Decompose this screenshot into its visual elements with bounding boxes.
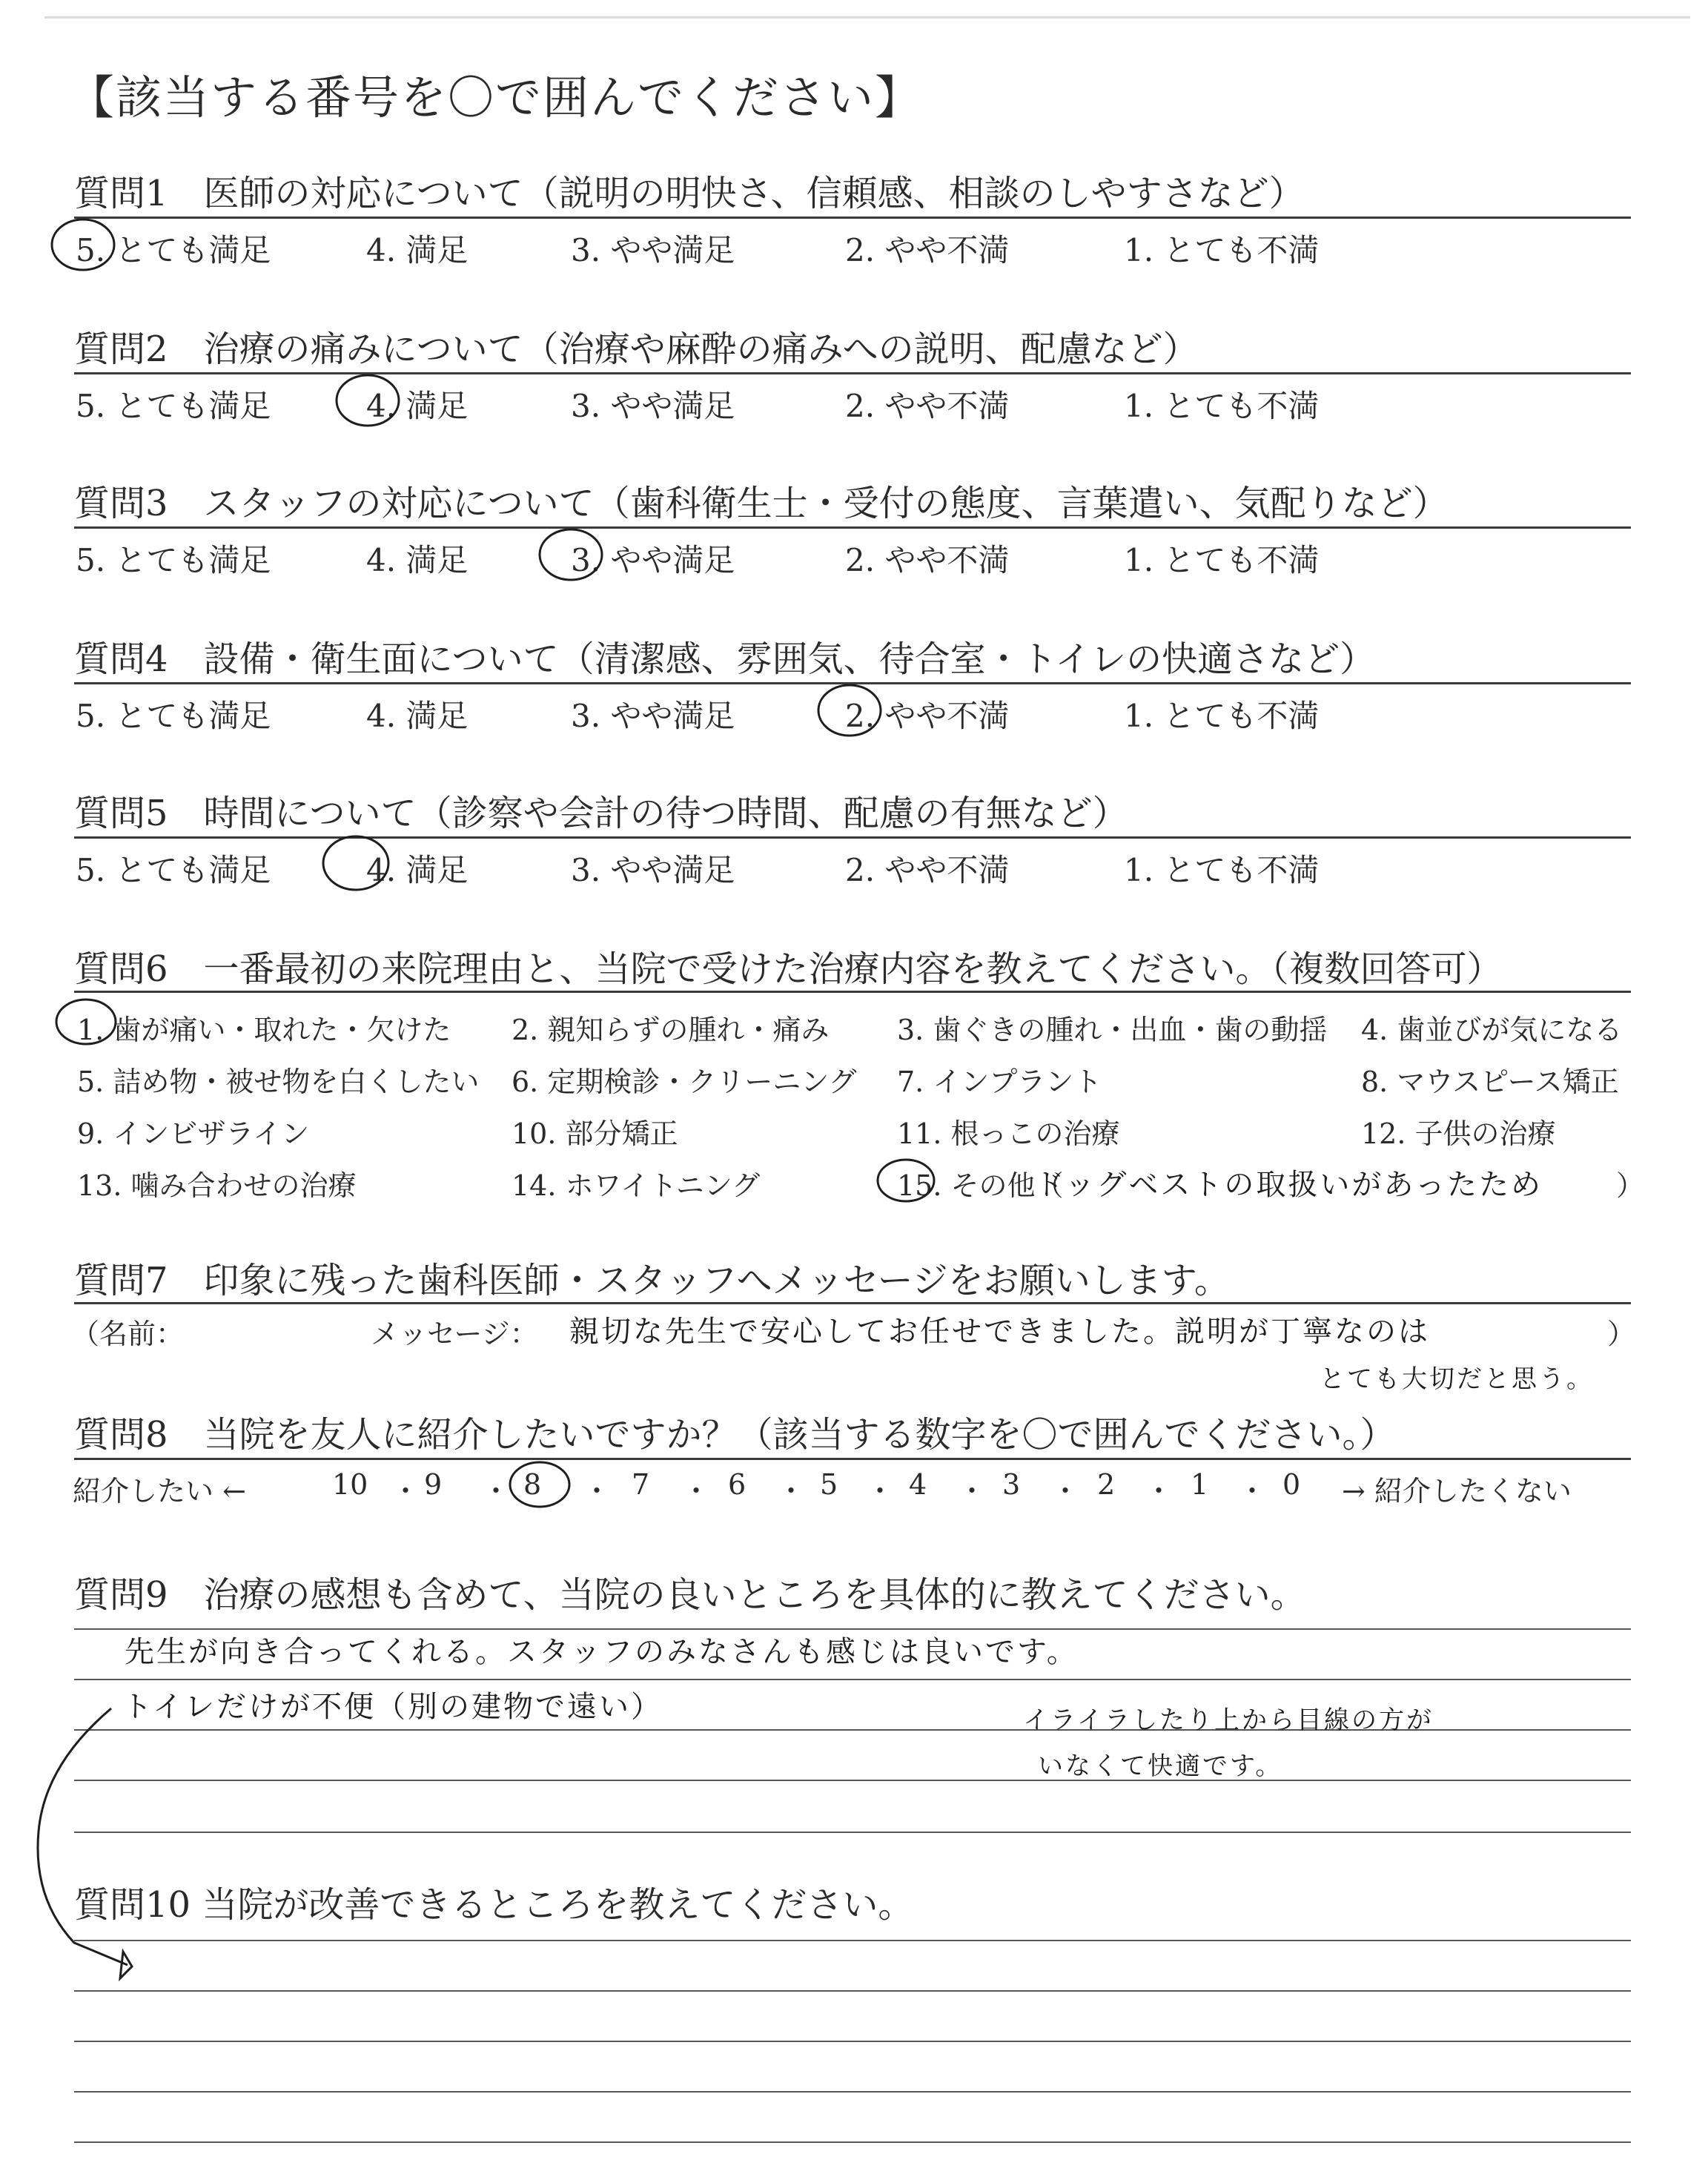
q6-option-3[interactable]: 3. 歯ぐきの腫れ・出血・歯の動揺 [897,1014,1328,1046]
q3-option-5[interactable]: 5. とても満足 [76,542,271,578]
q6-option-4[interactable]: 4. 歯並びが気になる [1361,1014,1623,1046]
q8-scale-option-4[interactable]: 4 [909,1468,927,1501]
q8-scale-separator: ・ [777,1475,806,1507]
q9-rule-2 [74,1679,1631,1680]
q6-rule [74,991,1631,993]
q8-scale-separator: ・ [482,1475,511,1507]
q4-option-2[interactable]: 2. やや不満 [845,698,1010,734]
q3-option-2[interactable]: 2. やや不満 [845,542,1010,578]
q8-scale-option-7[interactable]: 7 [632,1468,650,1501]
q1-rule [74,217,1631,219]
q7-name-label: （名前： [71,1318,185,1350]
q3-label: 質問3 スタッフの対応について（歯科衛生士・受付の態度、言葉遣い、気配りなど） [74,483,1449,524]
arrow-head-icon [120,1952,132,1978]
q6-option-14[interactable]: 14. ホワイトニング [512,1169,761,1202]
q3-rule [74,526,1631,529]
q4-option-1[interactable]: 1. とても不満 [1124,698,1320,734]
q5-option-5[interactable]: 5. とても満足 [76,852,271,888]
q2-option-2[interactable]: 2. やや不満 [845,388,1010,424]
q8-scale-option-6[interactable]: 6 [728,1468,747,1501]
q5-option-3[interactable]: 3. やや満足 [571,852,735,888]
q3-option-1[interactable]: 1. とても不満 [1124,542,1320,578]
q8-left-label: 紹介したい ← [73,1475,246,1507]
q8-scale-option-8[interactable]: 8 [523,1468,542,1501]
q8-scale-separator: ・ [1051,1475,1080,1507]
q6-option-5[interactable]: 5. 詰め物・被せ物を白くしたい [77,1066,480,1098]
q7-message-close-paren: ） [1607,1318,1636,1350]
q5-option-1[interactable]: 1. とても不満 [1124,852,1320,888]
q10-label: 質問10 当院が改善できるところを教えてください。 [74,1884,914,1926]
q8-scale-separator: ・ [1238,1475,1267,1507]
q7-message-label: メッセージ： [371,1318,538,1350]
q8-scale-option-3[interactable]: 3 [1002,1468,1021,1501]
q6-option-13[interactable]: 13. 噛み合わせの治療 [77,1169,357,1202]
q8-scale-option-2[interactable]: 2 [1097,1468,1116,1501]
top-edge-line [44,16,1690,19]
q1-option-3[interactable]: 3. やや満足 [571,232,735,268]
q6-option-11[interactable]: 11. 根っこの治療 [897,1117,1120,1150]
q8-scale-option-10[interactable]: 10 [332,1468,368,1501]
q6-label: 質問6 一番最初の来院理由と、当院で受けた治療内容を教えてください。（複数回答可） [74,948,1503,990]
q6-option-7[interactable]: 7. インプラント [897,1066,1102,1098]
q8-scale-option-1[interactable]: 1 [1191,1468,1209,1501]
q4-rule [74,682,1631,684]
q10-rule-3 [74,2041,1631,2042]
q2-option-1[interactable]: 1. とても不満 [1124,388,1320,424]
q1-option-4[interactable]: 4. 満足 [366,232,469,268]
q1-option-5[interactable]: 5. とても満足 [76,232,271,268]
q5-option-2[interactable]: 2. やや不満 [845,852,1010,888]
page-title: 【該当する番号を〇で囲んでください】 [68,70,923,125]
q8-scale-option-9[interactable]: 9 [424,1468,443,1501]
q10-rule-1 [74,1940,1631,1941]
q8-scale-option-5[interactable]: 5 [820,1468,838,1501]
q9-answer-line4: いなくて快適です。 [1038,1751,1283,1781]
q8-right-label: → 紹介したくない [1342,1475,1572,1507]
q6-option-2[interactable]: 2. 親知らずの腫れ・痛み [512,1014,830,1046]
q4-option-3[interactable]: 3. やや満足 [571,698,735,734]
q4-option-5[interactable]: 5. とても満足 [76,698,271,734]
q10-rule-5 [74,2141,1631,2143]
q9-answer-line2: トイレだけが不便（別の建物で遠い） [122,1690,663,1724]
q8-scale-separator: ・ [958,1475,987,1507]
q5-rule [74,836,1631,839]
q2-option-3[interactable]: 3. やや満足 [571,388,735,424]
q6-option-10[interactable]: 10. 部分矯正 [512,1117,678,1150]
q6-other-close-paren: ） [1616,1169,1645,1202]
q1-label: 質問1 医師の対応について（説明の明快さ、信頼感、相談のしやすさなど） [74,173,1305,214]
q6-option-6[interactable]: 6. 定期検診・クリーニング [512,1066,857,1098]
q7-rule [74,1302,1631,1304]
q5-label: 質問5 時間について（診察や会計の待つ時間、配慮の有無など） [74,793,1128,834]
q6-other-handwritten: ドッグベストの取扱いがあったため [1034,1168,1543,1202]
q3-option-4[interactable]: 4. 満足 [366,542,469,578]
q2-option-5[interactable]: 5. とても満足 [76,388,271,424]
q6-option-12[interactable]: 12. 子供の治療 [1361,1117,1556,1150]
q6-option-9[interactable]: 9. インビザライン [77,1117,310,1150]
q7-message-line2: とても大切だと思う。 [1320,1364,1594,1394]
q6-option-1[interactable]: 1. 歯が痛い・取れた・欠けた [77,1014,451,1046]
q8-scale-separator: ・ [583,1475,612,1507]
q8-scale-separator: ・ [866,1475,895,1507]
q8-scale-separator: ・ [682,1475,711,1507]
q8-scale-separator: ・ [1145,1475,1174,1507]
q7-message-line1: 親切な先生で安心してお任せできました。説明が丁寧なのは [569,1315,1430,1349]
q8-scale-option-0[interactable]: 0 [1282,1468,1301,1501]
q10-rule-2 [74,1990,1631,1992]
q9-label: 質問9 治療の感想も含めて、当院の良いところを具体的に教えてください。 [74,1574,1306,1616]
q3-option-3[interactable]: 3. やや満足 [571,542,735,578]
q7-label: 質問7 印象に残った歯科医師・スタッフへメッセージをお願いします。 [74,1260,1230,1301]
q2-option-4[interactable]: 4. 満足 [366,388,469,424]
q4-label: 質問4 設備・衛生面について（清潔感、雰囲気、待合室・トイレの快適さなど） [74,638,1376,680]
q10-rule-4 [74,2091,1631,2093]
q8-rule [74,1458,1631,1460]
q6-option-15[interactable]: 15. その他（ [897,1169,1064,1202]
q6-option-8[interactable]: 8. マウスピース矯正 [1361,1066,1619,1098]
q9-answer-line3: イライラしたり上から目線の方が [1023,1705,1434,1735]
q1-option-2[interactable]: 2. やや不満 [845,232,1010,268]
q2-rule [74,372,1631,374]
q9-rule-5 [74,1832,1631,1833]
q8-label: 質問8 当院を友人に紹介したいですか？（該当する数字を〇で囲んでください。） [74,1414,1396,1456]
q4-option-4[interactable]: 4. 満足 [366,698,469,734]
q8-scale-separator: ・ [391,1475,420,1507]
q9-rule-4 [74,1780,1631,1781]
q1-option-1[interactable]: 1. とても不満 [1124,232,1320,268]
q5-option-4[interactable]: 4. 満足 [366,852,469,888]
q2-label: 質問2 治療の痛みについて（治療や麻酔の痛みへの説明、配慮など） [74,328,1199,370]
q9-answer-line1: 先生が向き合ってくれる。スタッフのみなさんも感じは良いです。 [125,1635,1079,1669]
